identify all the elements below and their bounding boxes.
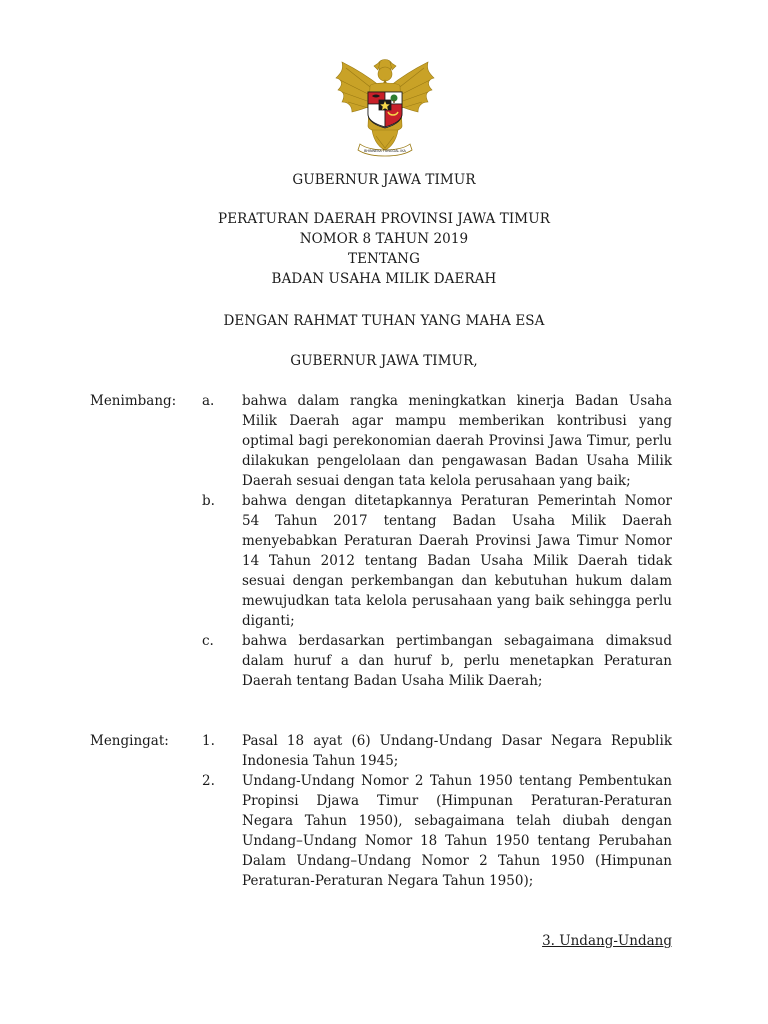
item-mark: b.: [202, 493, 215, 509]
item-mark: 1.: [202, 733, 215, 749]
item-mark: c.: [202, 633, 214, 649]
mengingat-item-2: [90, 771, 672, 891]
item-text: bahwa dalam rangka meningkatkan kinerja Badan Usaha Milik Daerah agar mampu memberikan kontribusi yang optimal bagi perekonomian daerah Provinsi Jawa Timur, perlu dilakukan pengelolaan dan pengawasan Badan Usaha Milik Daerah sesuai dengan tata kelola perusahaan yang baik;: [242, 393, 672, 489]
about-label: TENTANG: [348, 251, 420, 267]
regulation-subject: BADAN USAHA MILIK DAERAH: [271, 271, 497, 287]
menimbang-item-a: [90, 391, 672, 491]
item-text: bahwa dengan ditetapkannya Peraturan Pemerintah Nomor 54 Tahun 2017 tentang Badan Usaha Milik Daerah menyebabkan Peraturan Daerah Provinsi Jawa Timur Nomor 14 Tahun 2012 tentang Badan Usaha Milik Daerah tidak sesuai dengan perkembangan dan kebutuhan hukum dalam mewujudkan tata kelola perusahaan yang baik sehingga perlu diganti;: [242, 493, 672, 629]
continuation-reference: 3. Undang-Undang: [542, 933, 672, 949]
mengingat-label: Mengingat:: [90, 733, 169, 749]
item-text: bahwa berdasarkan pertimbangan sebagaimana dimaksud dalam huruf a dan huruf b, perlu menetapkan Peraturan Daerah tentang Badan Usaha Milik Daerah;: [242, 633, 672, 689]
item-mark: 2.: [202, 773, 215, 789]
menimbang-item-c: [90, 631, 672, 691]
menimbang-label: Menimbang:: [90, 393, 177, 409]
mengingat-item-1: [90, 731, 672, 771]
menimbang-section: [90, 391, 672, 691]
regulation-title: PERATURAN DAERAH PROVINSI JAWA TIMUR: [218, 211, 550, 227]
emblem-motto: BHINNEKA TUNGGAL IKA: [364, 149, 406, 153]
invocation: DENGAN RAHMAT TUHAN YANG MAHA ESA: [223, 313, 545, 329]
mengingat-section: [90, 731, 672, 891]
garuda-pancasila-emblem-icon: [330, 56, 440, 160]
item-text: Undang-Undang Nomor 2 Tahun 1950 tentang Pembentukan Propinsi Djawa Timur (Himpunan Peraturan-Peraturan Negara Tahun 1950), sebagaimana telah diubah dengan Undang–Undang Nomor 18 Tahun 1950 tentang Perubahan Dalam Undang–Undang Nomor 2 Tahun 1950 (Himpunan Peraturan-Peraturan Negara Tahun 1950);: [242, 773, 672, 889]
institution-title: GUBERNUR JAWA TIMUR: [292, 172, 476, 188]
item-text: Pasal 18 ayat (6) Undang-Undang Dasar Negara Republik Indonesia Tahun 1945;: [242, 733, 672, 769]
menimbang-item-b: [90, 491, 672, 631]
governor-heading: GUBERNUR JAWA TIMUR,: [290, 353, 478, 369]
item-mark: a.: [202, 393, 215, 409]
regulation-number: NOMOR 8 TAHUN 2019: [299, 231, 469, 247]
